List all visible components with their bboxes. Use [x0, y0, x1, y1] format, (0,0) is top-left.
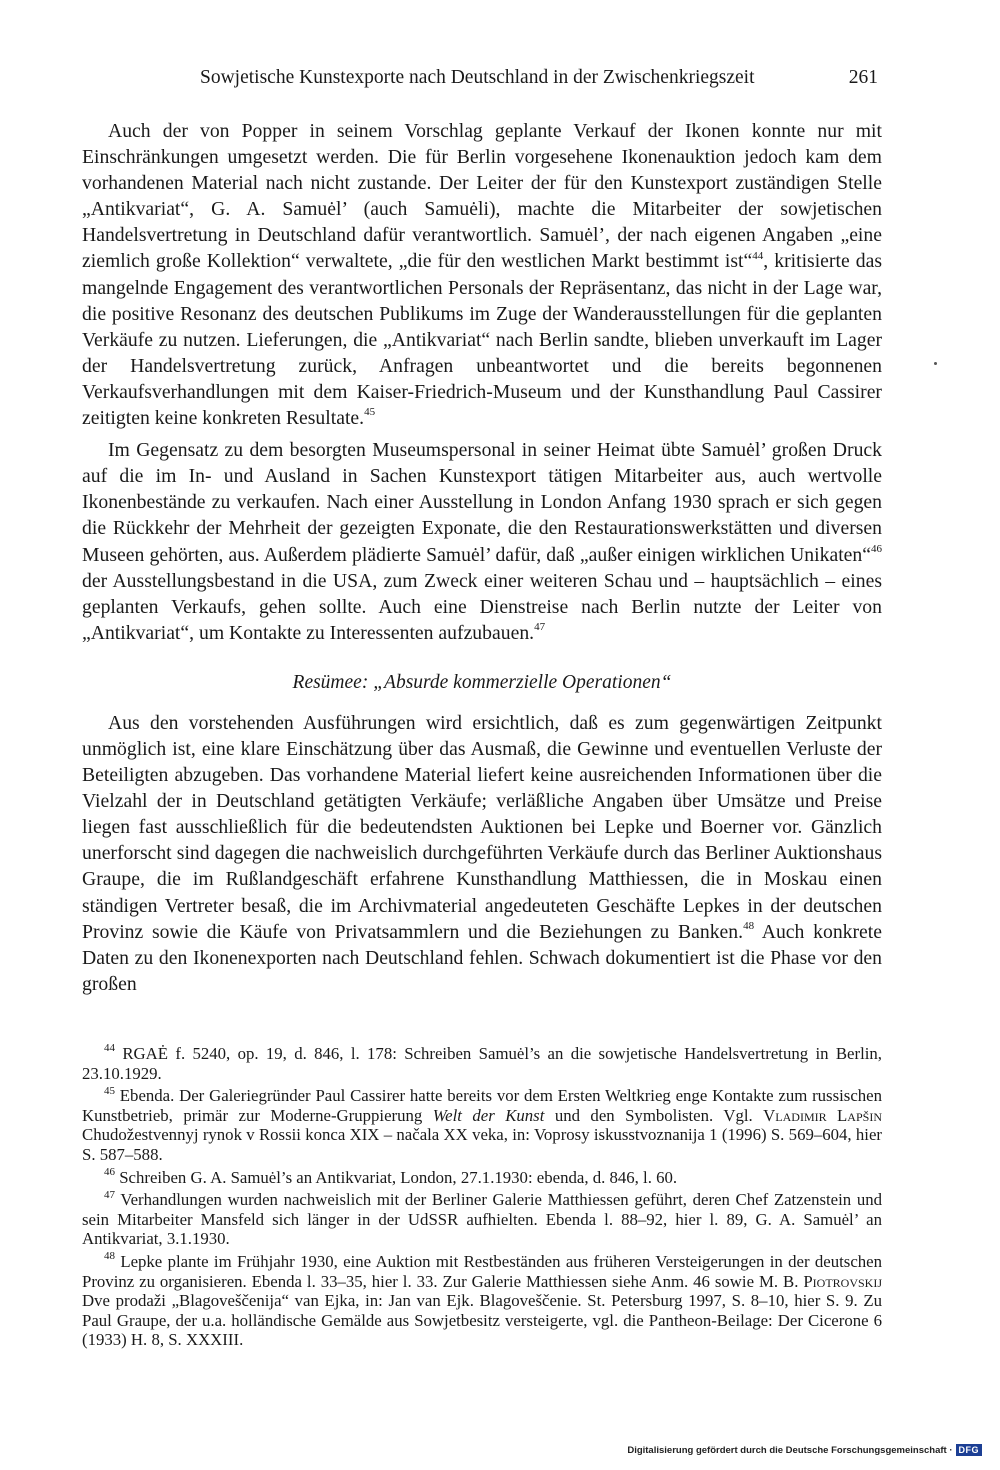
footnote-45: $^{45}$ Ebenda. Der Galeriegründer Paul Cassirer hatte bereits vor dem Ersten Weltkrieg enge Kontakte zum russischen Kunstbetrieb, primär zur Moderne-Gruppierung Welt der Kunst und den Symbolisten. Vgl. Vladimir Lapšin Chudožestvennyj rynok v Rossii konca XIX – načala XX veka, in: Voprosy iskusstvoznanija 1 (1996) S. 569–604, hier S. 587–588. [82, 1084, 882, 1164]
scan-speck [934, 362, 937, 365]
footnote-ref-47: 47 [534, 621, 546, 634]
footnote-ref-48: 48 [743, 920, 755, 933]
paragraph-3: Aus den vorstehenden Ausführungen wird ersichtlich, daß es zum gegenwärtigen Zeitpunkt unmöglich ist, eine klare Einschätzung über das Ausmaß, die Gewinne und eventuellen Verluste der Beteiligten abzugeben. Das vorhandene Material liefert keine ausreichenden Informationen über die Vielzahl der in Deutschland getätigten Verkäufe; verläßliche Angaben über Umsätze und Preise liegen fast ausschließlich für die bedeutendsten Auktionen bei Lepke und Boerner vor. Gänzlich unerforscht sind dagegen die nachweislich durchgeführten Verkäufe durch das Berliner Auktionshaus Graupe, die im Rußlandgeschäft erfahrene Kunsthandlung Matthiessen, die in Moskau einen ständigen Vertreter besaß, die im Archivmaterial angedeuteten Geschäfte Lepkes in der deutschen Provinz sowie die Käufe von Privatsammlern und die Beziehungen zu Banken.$^{48}$ Auch konkrete Daten zu den Ikonenexporten nach Deutschland fehlen. Schwach dokumentiert ist die Phase vor den großen [82, 711, 883, 995]
paragraph-2: Im Gegensatz zu dem besorgten Museumspersonal in seiner Heimat übte Samuėl’ großen Druck auf die im In- und Ausland in Sachen Kunstexport tätigen Mitarbeiter aus, auch wertvolle Ikonenbestände zu verkaufen. Nach einer Ausstellung in London Anfang 1930 sprach er sich gegen die Rückkehr der Mehrheit der gezeigten Exponate, die den Restaurationswerkstätten und diversen Museen gehörten, aus. Außerdem plädierte Samuėl’ dafür, daß „außer einigen wirklichen Unikaten“$^{46}$ der Ausstellungsbestand in die USA, zum Zweck einer weiteren Schau und – hauptsächlich – eines geplanten Verkaufs, gehen sollte. Auch eine Dienstreise nach Berlin nutzte der Leiter von „Antikvariat“, um Kontakte zu Interessenten aufzubauen.$^{47}$ [82, 439, 882, 644]
footnote-48: $^{48}$ Lepke plante im Frühjahr 1930, eine Auktion mit Restbeständen aus früheren Versteigerungen in der deutschen Provinz zu organisieren. Ebenda l. 33–35, hier l. 33. Zur Galerie Matthiessen siehe Anm. 46 sowie M. B. Piotrovskij Dve prodaži „Blagoveščenija“ van Ejka, in: Jan van Ejk. Blagoveščenie. St. Petersburg 1997, S. 8–10, hier S. 9. Zu Paul Graupe, der u.a. holländische Gemälde aus Sowjetbesitz versteigerte, vgl. die Pantheon-Beilage: Der Cicerone 6 (1933) H. 8, S. XXXIII. [82, 1250, 882, 1350]
section-heading: Resümee: „Absurde kommerzielle Operationen“ [292, 671, 672, 693]
footnote-ref-45: 45 [364, 406, 376, 419]
footnotes [82, 1044, 882, 1353]
digitization-credit [627, 1444, 982, 1456]
author-name: Piotrovskij [803, 1271, 882, 1291]
footnote-46: $^{46}$ Schreiben G. A. Samuėl’s an Antikvariat, London, 27.1.1930: ebenda, d. 846, l. 60. [104, 1165, 678, 1187]
author-name: Vladimir Lapšin [763, 1105, 882, 1125]
footnote-ref-44: 44 [752, 249, 764, 262]
page-number: 261 [848, 67, 878, 88]
running-title: Sowjetische Kunstexporte nach Deutschland in der Zwischenkriegszeit [200, 67, 755, 88]
dfg-logo: DFG [956, 1444, 983, 1456]
footnote-44: $^{44}$ RGAĖ f. 5240, op. 19, d. 846, l. 178: Schreiben Samuėl’s an die sowjetische Handelsvertretung in Berlin, 23.10.1929. [82, 1042, 882, 1083]
credit-text: Digitalisierung gefördert durch die Deutsche Forschungsgemeinschaft · [627, 1444, 953, 1456]
paragraph-1: Auch der von Popper in seinem Vorschlag geplante Verkauf der Ikonen konnte nur mit Einschränkungen umgesetzt werden. Die für Berlin vorgesehene Ikonenauktion jedoch kam dem vorhandenen Material nach nicht zustande. Der Leiter der für den Kunstexport zuständigen Stelle „Antikvariat“, G. A. Samuėl’ (auch Samuėli), machte die Mitarbeiter der sowjetischen Handelsvertretung in Deutschland dafür verantwortlich. Samuėl’, der nach eigenen Angaben „eine ziemlich große Kollektion“ verwaltete, „die für den westlichen Markt bestimmt ist“$^{44}$, kritisierte das mangelnde Engagement des verantwortlichen Personals der Repräsentanz, das nicht in der Lage war, die positive Resonanz des deutschen Publikums im Zuge der Wanderausstellungen für die geplanten Verkäufe zu nutzen. Lieferungen, die „Antikvariat“ nach Berlin sandte, blieben unverkauft im Lager der Handelsvertretung zurück, Anfragen unbeantwortet und die bereits begonnenen Verkaufsverhandlungen mit dem Kaiser-Friedrich-Museum und der Kunsthandlung Paul Cassirer zeitigten keine konkreten Resultate.$^{45}$ [82, 120, 882, 430]
footnote-47: $^{47}$ Verhandlungen wurden nachweislich mit der Berliner Galerie Matthiessen geführt, deren Chef Zatzenstein und sein Mitarbeiter Mansfeld sich länger in der UdSSR aufhielten. Ebenda l. 88–92, hier l. 89, G. A. Samuėl’ an Antikvariat, 3.1.1930. [82, 1188, 882, 1249]
main-text [82, 118, 882, 997]
footnote-ref-46: 46 [871, 542, 882, 555]
